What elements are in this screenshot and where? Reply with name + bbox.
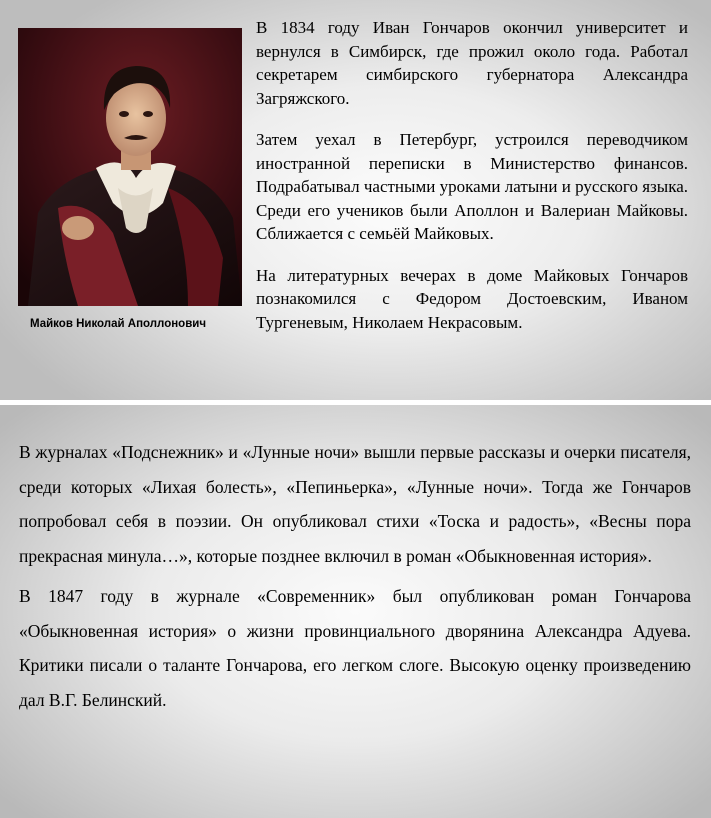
slide-early-works — [0, 405, 711, 818]
portrait-painting — [18, 28, 242, 306]
slide2-paragraph: В журналах «Подснежник» и «Лунные ночи» вышли первые рассказы и очерки писателя, среди которых «Лихая болесть», «Пепиньерка», «Лунные ночи». Тогда же Гончаров попробовал себя в поэзии. Он опубликовал стихи «Тоска и радость», «Весны пора прекрасная минула…», которые позднее включил в роман «Обыкновенная история». — [19, 442, 691, 566]
slide2-paragraph: В 1847 году в журнале «Современник» был опубликован роман Гончарова «Обыкновенная история» о жизни провинциального дворянина Александра Адуева. Критики писали о таланте Гончарова, его легком слоге. Высокую оценку произведению дал В.Г. Белинский. — [19, 586, 691, 710]
slide1-paragraph: В 1834 году Иван Гончаров окончил университет и вернулся в Симбирск, где прожил около года. Работал секретарем симбирского губернатора Александра Загряжского. — [256, 18, 688, 108]
slide-maikov — [0, 0, 711, 400]
portrait-image — [18, 28, 242, 306]
slide1-text — [256, 16, 688, 334]
slide2-text — [19, 435, 691, 717]
slide1-paragraph: На литературных вечерах в доме Майковых Гончаров познакомился с Федором Достоевским, Иваном Тургеневым, Николаем Некрасовым. — [256, 265, 688, 332]
slide1-paragraph: Затем уехал в Петербург, устроился переводчиком иностранной переписки в Министерство финансов. Подрабатывал частными уроками латыни и русского языка. Среди его учеников были Аполлон и Валериан Майковы. Сближается с семьёй Майковых. — [256, 130, 688, 243]
portrait-caption: Майков Николай Аполлонович — [30, 318, 207, 330]
